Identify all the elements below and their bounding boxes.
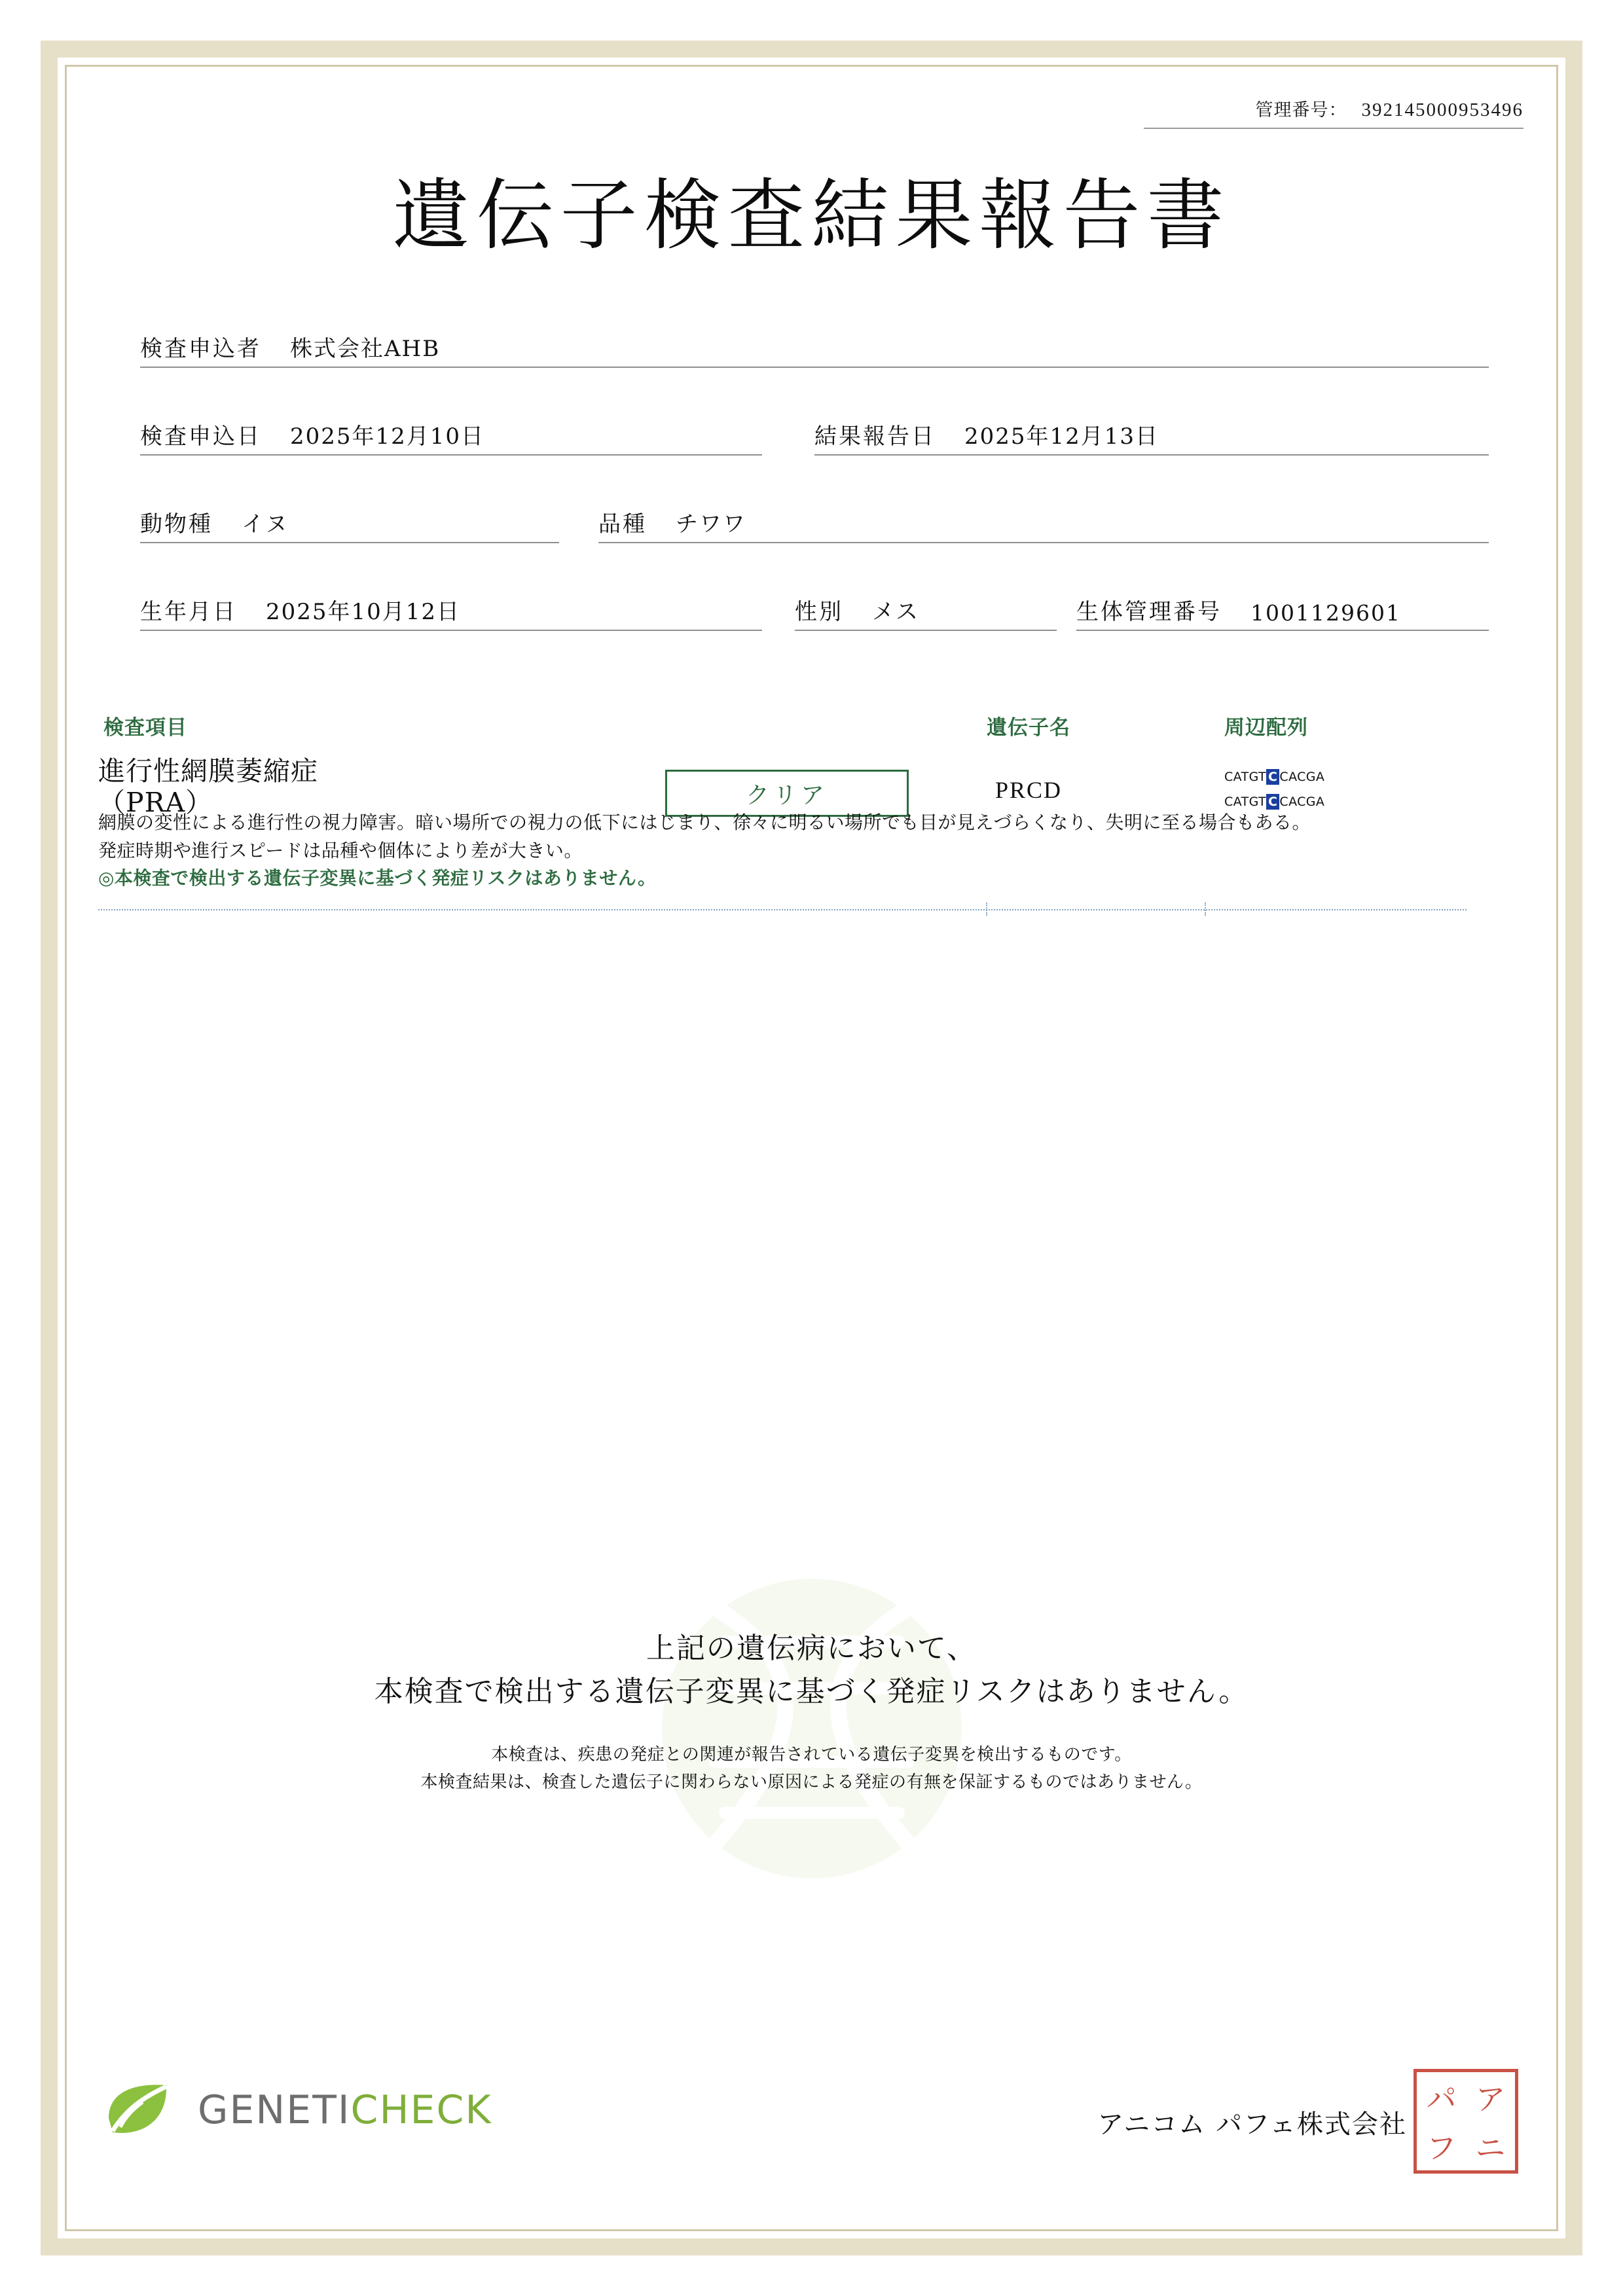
applicant-info-block [140,325,1489,675]
field-report-date-value: 2025年12月13日 [964,423,1159,450]
brand-logo-text-2: CHECK [350,2087,492,2133]
field-sex-value: メス [872,599,919,625]
field-breed-label: 品種 [598,511,647,537]
field-report-date [814,412,1489,456]
field-report-date-label: 結果報告日 [814,423,936,450]
info-row-birth [140,588,1489,632]
conclusion-note-line-1: 本検査は、疾患の発症との関連が報告されている遺伝子変異を検出するものです。 [491,1745,1132,1765]
field-sex-label: 性別 [795,599,843,625]
field-species-label: 動物種 [140,511,213,537]
field-apply-date-label: 検査申込日 [140,423,261,450]
sequence-prefix-1: CATGT [1224,770,1267,784]
seal-char-2: ア [1475,2081,1506,2117]
disease-description [98,809,1525,893]
field-birth-date [140,588,762,631]
control-number [1144,96,1523,129]
field-animal-id [1076,588,1489,631]
control-number-label: 管理番号： [1255,100,1347,120]
field-breed [598,500,1489,543]
conclusion-line-2: 本検査で検出する遺伝子変異に基づく発症リスクはありません。 [374,1675,1249,1708]
disease-name-line1: 進行性網膜萎縮症 [98,755,318,787]
field-animal-id-value: 1001129601 [1250,600,1401,626]
header-surrounding-sequence: 周辺配列 [1224,716,1308,740]
field-apply-date [140,412,762,456]
conclusion-line-1: 上記の遺伝病において、 [646,1632,977,1665]
status-badge: クリア [665,770,909,817]
test-result-section [85,711,1538,889]
gene-name-value: PRCD [995,777,1063,803]
field-species-value: イヌ [242,511,289,537]
sequence-line-1 [1224,770,1324,784]
field-applicant [140,325,1489,368]
conclusion-note-line-2: 本検査結果は、検査した遺伝子に関わらない原因による発症の有無を保証するものではありません。 [420,1772,1203,1793]
leaf-dna-icon [103,2079,181,2142]
sequence-highlight-2: C [1266,794,1279,810]
issuer-company-name: アニコム パフェ株式会社 [1097,2109,1407,2140]
sequence-line-2 [1224,795,1324,809]
sequence-suffix-2: CACGA [1279,795,1325,809]
field-species [140,500,559,543]
field-sex [795,588,1057,631]
header-gene-name: 遺伝子名 [987,716,1070,740]
conclusion-note [85,1741,1538,1796]
brand-logo-text [198,2087,492,2133]
brand-logo [103,2079,492,2142]
sequence-suffix-1: CACGA [1279,770,1325,784]
seal-char-3: フ [1426,2130,1457,2166]
field-apply-date-value: 2025年12月10日 [290,423,485,450]
seal-char-1: パ [1426,2081,1457,2117]
dotted-divider [98,909,1467,910]
risk-statement: ◎本検査で検出する遺伝子変異に基づく発症リスクはありません。 [98,867,657,889]
info-row-applicant [140,325,1489,369]
dotted-divider-tick-right [1205,903,1206,916]
conclusion-block [85,1627,1538,1796]
sequence-highlight-1: C [1266,769,1279,785]
description-line-1: 網膜の変性による進行性の視力障害。暗い場所での視力の低下にはじまり、徐々に明るい場所でも目が見えづらくなり、失明に至る場合もある。 [98,812,1311,833]
header-test-item: 検査項目 [103,716,187,740]
field-animal-id-label: 生体管理番号 [1076,599,1222,625]
company-seal [1413,2069,1518,2174]
field-applicant-label: 検査申込者 [140,336,261,362]
info-row-dates [140,412,1489,457]
disease-name-line2: （PRA） [98,787,213,819]
description-line-2: 発症時期や進行スピードは品種や個体により差が大きい。 [98,839,583,861]
seal-char-4: ニ [1475,2130,1506,2166]
field-applicant-value: 株式会社AHB [290,336,441,362]
field-breed-value: チワワ [676,511,746,537]
control-number-value: 392145000953496 [1361,99,1523,120]
info-row-species [140,500,1489,545]
field-birth-date-value: 2025年10月12日 [266,599,461,625]
dotted-divider-tick-left [986,903,987,916]
brand-logo-text-1: GENETI [198,2087,351,2133]
page-title: 遺伝子検査結果報告書 [392,170,1231,260]
test-result-header-row [85,711,1538,740]
document-content [85,82,1538,2214]
sequence-prefix-2: CATGT [1224,795,1267,809]
field-birth-date-label: 生年月日 [140,599,237,625]
